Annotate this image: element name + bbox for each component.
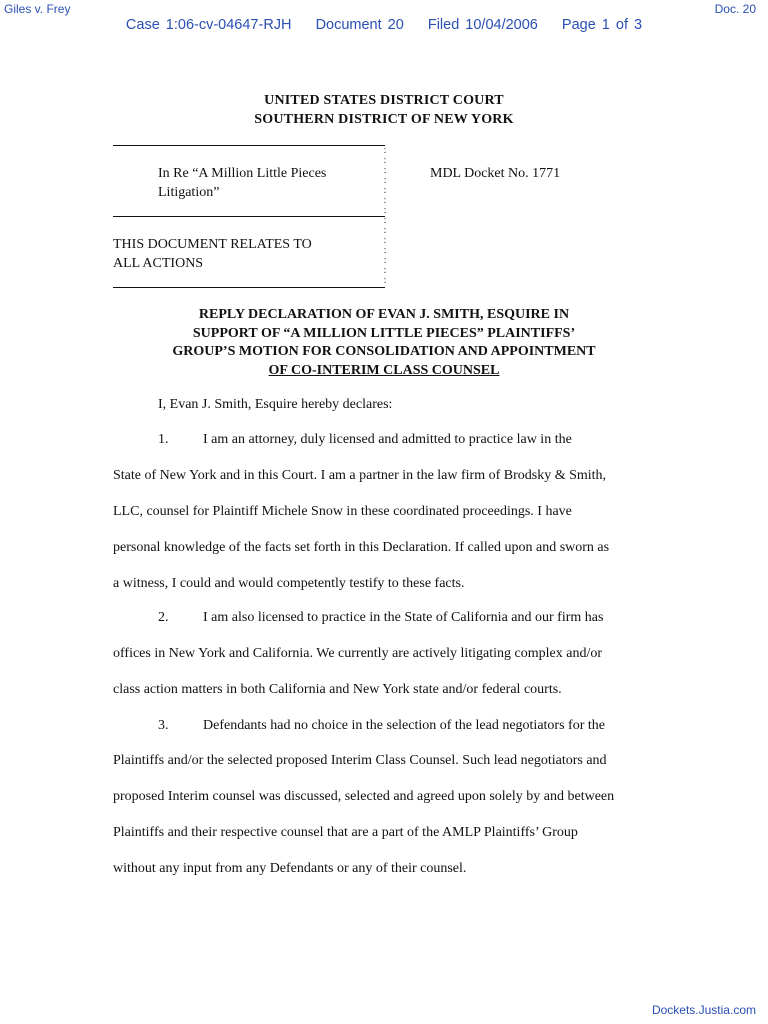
document-number: Document 20 [315, 17, 404, 33]
paragraph-3-line: Defendants had no choice in the selection of the lead negotiators for the [203, 718, 605, 733]
declaration-intro: I, Evan J. Smith, Esquire hereby declares: [158, 397, 393, 412]
paragraph-1-line: a witness, I could and would competently testify to these facts. [113, 576, 465, 591]
document-title [0, 306, 768, 380]
paragraph-1-line: I am an attorney, duly licensed and admitted to practice law in the [203, 432, 572, 447]
paragraph-3-line: Plaintiffs and/or the selected proposed Interim Class Counsel. Such lead negotiators and [113, 753, 607, 768]
doc-ref-link[interactable]: Doc. 20 [714, 2, 756, 16]
title-line2: SUPPORT OF “A MILLION LITTLE PIECES” PLAINTIFFS’ [192, 325, 576, 341]
caption-rule-middle [113, 216, 385, 217]
court-district: SOUTHERN DISTRICT OF NEW YORK [254, 112, 514, 127]
paragraph-3-line: proposed Interim counsel was discussed, selected and agreed upon solely by and between [113, 789, 615, 804]
caption-relates-line2: ALL ACTIONS [113, 256, 204, 271]
title-line4: OF CO-INTERIM CLASS COUNSEL [268, 362, 500, 378]
caption-in-re-line2: Litigation” [158, 185, 220, 200]
justia-dockets-link[interactable]: Dockets.Justia.com [651, 1003, 756, 1017]
paragraph-1-line: State of New York and in this Court. I am a partner in the law firm of Brodsky & Smith, [113, 468, 607, 483]
title-line3: GROUP’S MOTION FOR CONSOLIDATION AND APPOINTMENT [172, 344, 596, 359]
caption-rule-top [113, 145, 385, 146]
paragraph-number-1: 1. [158, 432, 169, 447]
case-number: Case 1:06-cv-04647-RJH [125, 17, 292, 33]
filing-header [0, 17, 768, 33]
caption-colon-column: : : : : : : : : : : : : : : [383, 145, 387, 286]
mdl-docket-number: MDL Docket No. 1771 [430, 166, 561, 181]
paragraph-2-line: offices in New York and California. We currently are actively litigating complex and/or [113, 646, 602, 661]
caption-relates-line1: THIS DOCUMENT RELATES TO [113, 237, 312, 252]
court-name: UNITED STATES DISTRICT COURT [264, 93, 504, 108]
paragraph-1-line: LLC, counsel for Plaintiff Michele Snow in these coordinated proceedings. I have [113, 504, 572, 519]
caption-relates [113, 235, 312, 273]
case-name-link[interactable]: Giles v. Frey [4, 2, 71, 16]
caption-rule-bottom [113, 287, 385, 288]
paragraph-number-3: 3. [158, 718, 169, 733]
paragraph-2-line: I am also licensed to practice in the State of California and our firm has [203, 610, 604, 625]
paragraph-number-2: 2. [158, 610, 169, 625]
paragraph-1-line: personal knowledge of the facts set forth in this Declaration. If called upon and sworn as [113, 540, 610, 555]
page-indicator: Page 1 of 3 [561, 17, 643, 33]
filed-date: Filed 10/04/2006 [427, 17, 538, 33]
paragraph-3-line: Plaintiffs and their respective counsel that are a part of the AMLP Plaintiffs’ Group [113, 825, 578, 840]
paragraph-3-line: without any input from any Defendants or any of their counsel. [113, 861, 467, 876]
caption-in-re [158, 164, 326, 202]
caption-in-re-line1: In Re “A Million Little Pieces [158, 166, 327, 181]
paragraph-2-line: class action matters in both California and New York state and/or federal courts. [113, 682, 562, 697]
title-line1: REPLY DECLARATION OF EVAN J. SMITH, ESQUIRE IN [198, 307, 570, 322]
